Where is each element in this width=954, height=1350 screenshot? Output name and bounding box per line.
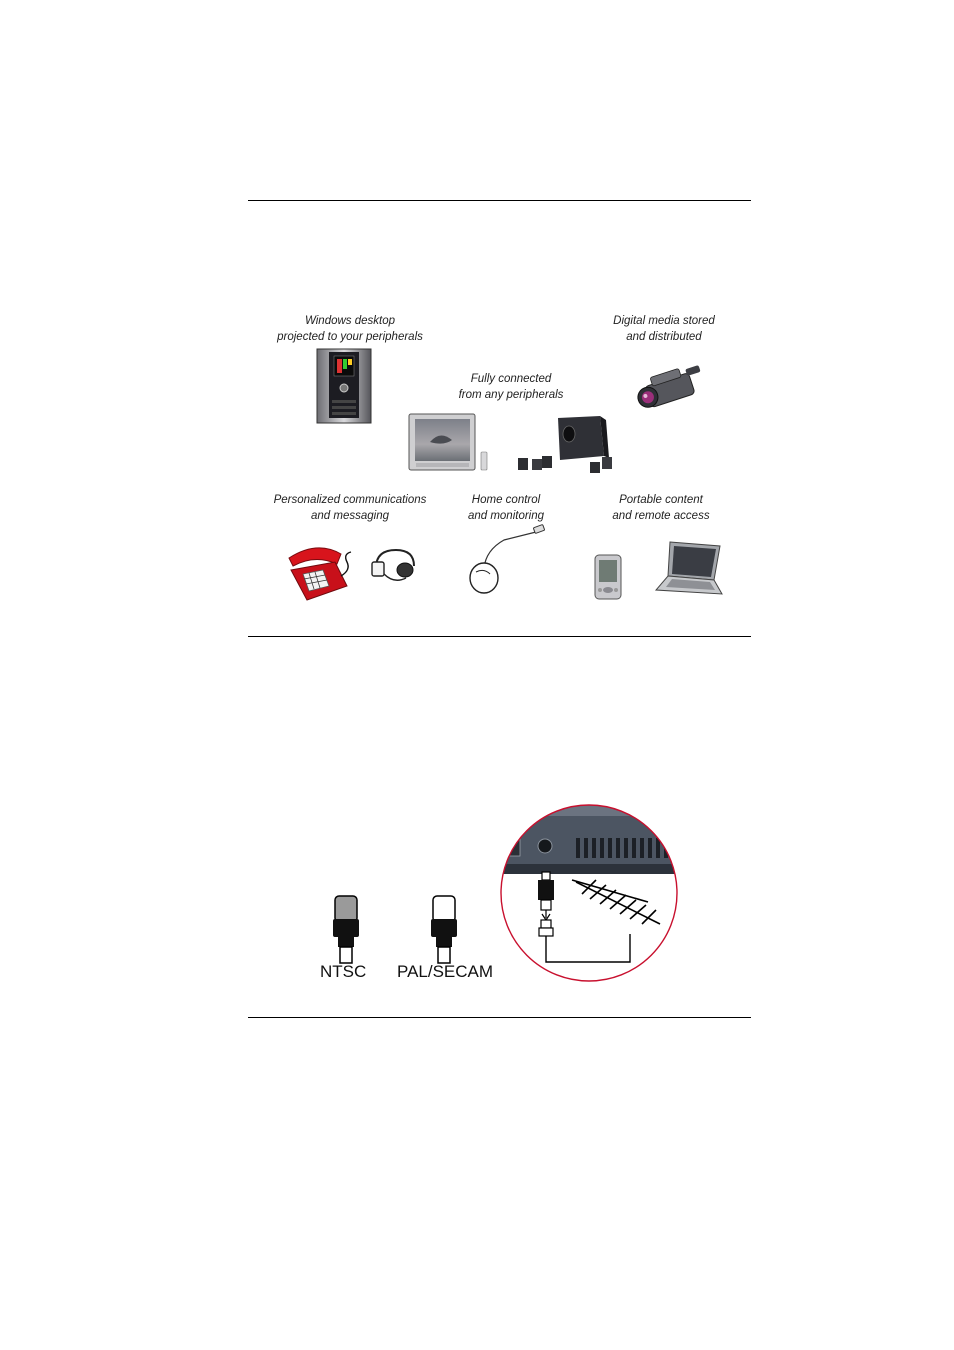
ntsc-connector-icon (332, 895, 360, 965)
caption-communications (262, 492, 438, 524)
caption-line: Windows desktop (304, 315, 396, 327)
caption-portable-content (600, 492, 722, 524)
bottom-rule (248, 1017, 751, 1018)
caption-line: from any peripherals (458, 389, 564, 401)
middle-rule (248, 636, 751, 637)
caption-line: and messaging (311, 510, 389, 522)
caption-line: and distributed (626, 331, 702, 343)
antenna-connection-inset (498, 802, 680, 984)
top-rule (248, 200, 751, 201)
headset-icon (370, 546, 418, 586)
caption-fully-connected (445, 371, 577, 403)
laptop-icon (652, 538, 724, 598)
caption-line: and monitoring (467, 510, 545, 522)
telephone-icon (283, 540, 355, 602)
caption-windows-desktop (262, 313, 438, 345)
pda-icon (594, 554, 622, 600)
caption-line: and remote access (612, 510, 710, 522)
caption-line: Fully connected (470, 373, 552, 385)
caption-line: Digital media stored (613, 315, 715, 327)
pal-secam-label: PAL/SECAM (397, 962, 494, 981)
mouse-icon (466, 522, 550, 594)
caption-digital-media (608, 313, 720, 345)
pal-secam-connector-icon (430, 895, 458, 965)
caption-home-control (455, 492, 557, 524)
pc-tower-icon (315, 348, 373, 424)
camcorder-icon (636, 362, 710, 412)
ntsc-label: NTSC (320, 962, 367, 981)
caption-line: Portable content (619, 494, 703, 506)
caption-line: Home control (471, 494, 541, 506)
television-icon (408, 412, 490, 472)
speaker-system-icon (514, 412, 618, 474)
caption-line: projected to your peripherals (277, 331, 423, 343)
caption-line: Personalized communications (273, 494, 427, 506)
